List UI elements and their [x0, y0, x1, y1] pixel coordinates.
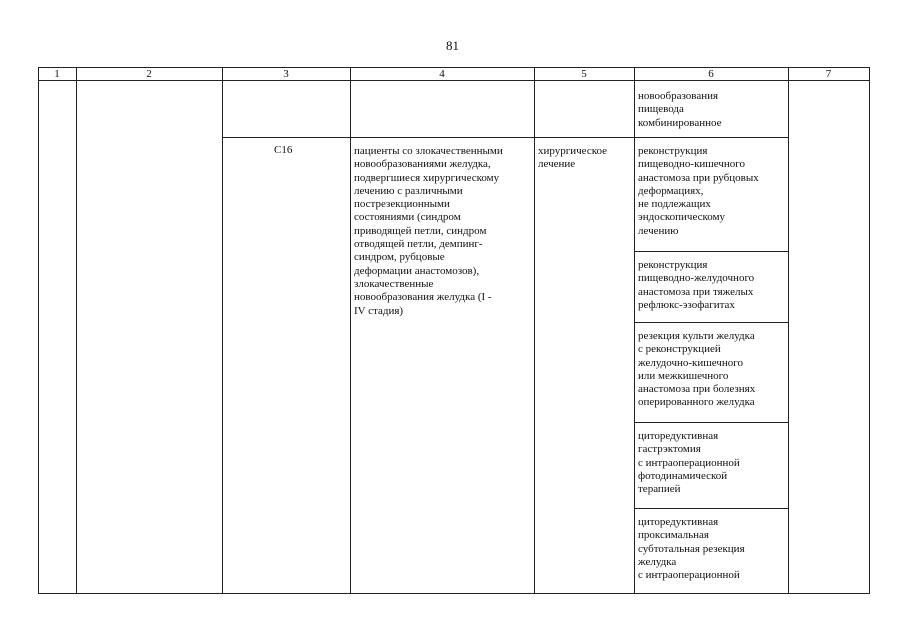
text-line: деформации анастомозов), — [354, 264, 480, 277]
text-line: лечению с различными — [354, 184, 463, 197]
text-line: злокачественные — [354, 277, 434, 290]
text-line: анастомоза при тяжелых — [638, 285, 754, 298]
method-text-1 — [638, 145, 759, 238]
text-line: лечение — [538, 158, 576, 171]
column-divider-4 — [534, 67, 535, 594]
text-line: новообразования желудка (I - — [354, 291, 492, 304]
method-text-5 — [638, 516, 745, 582]
text-line: деформациях, — [638, 184, 704, 197]
method-separator-4 — [634, 508, 788, 509]
text-line: не подлежащих — [638, 198, 711, 211]
column-header-3: 3 — [283, 68, 289, 80]
text-line: новообразования — [638, 90, 719, 102]
text-line: состояниями (синдром — [354, 211, 461, 224]
method-separator-1 — [634, 251, 788, 252]
text-line: циторедуктивная — [638, 516, 719, 528]
method-separator-2 — [634, 322, 788, 323]
method-text-4 — [638, 430, 740, 496]
text-line: циторедуктивная — [638, 430, 719, 442]
text-line: с реконструкцией — [638, 343, 721, 356]
page-number: 81 — [446, 38, 459, 53]
column-header-2: 2 — [146, 68, 152, 80]
text-line: новообразованиями желудка, — [354, 158, 491, 171]
text-line: реконструкция — [638, 145, 708, 157]
table-border-bottom — [38, 593, 870, 594]
text-line: пищеводно-кишечного — [638, 158, 746, 171]
method-text-2 — [638, 259, 754, 312]
text-line: желудка — [638, 555, 677, 568]
text-line: или межкишечного — [638, 369, 729, 382]
text-line: подвергшиеся хирургическому — [354, 171, 500, 184]
text-line: желудочно-кишечного — [638, 356, 743, 369]
row-separator-c16 — [222, 137, 788, 138]
column-divider-2 — [222, 67, 223, 594]
patient-model-text — [354, 145, 503, 318]
treatment-type-text — [538, 145, 607, 172]
text-line: с интраоперационной — [638, 456, 740, 469]
column-header-1: 1 — [54, 68, 60, 80]
text-line: реконструкция — [638, 259, 708, 271]
column-divider-3 — [350, 67, 351, 594]
text-line: IV стадия) — [354, 304, 404, 317]
carryover-method-text — [638, 90, 722, 130]
text-line: с интраоперационной — [638, 569, 740, 582]
column-header-5: 5 — [581, 68, 587, 80]
text-line: проксимальная — [638, 529, 709, 542]
text-line: субтотальная резекция — [638, 542, 745, 555]
text-line: синдром, рубцовые — [354, 251, 445, 264]
column-divider-1 — [76, 67, 77, 594]
method-text-3 — [638, 330, 755, 410]
text-line: анастомоза при рубцовых — [638, 171, 759, 184]
icd-code: С16 — [274, 144, 293, 156]
text-line: пищевода — [638, 103, 684, 116]
text-line: терапией — [638, 483, 681, 496]
table-border-left — [38, 67, 39, 594]
text-line: комбинированное — [638, 116, 722, 129]
method-separator-3 — [634, 422, 788, 423]
text-line: рефлюкс-эзофагитах — [638, 298, 735, 311]
text-line: оперированного желудка — [638, 396, 755, 409]
text-line: отводящей петли, демпинг- — [354, 238, 483, 251]
column-header-7: 7 — [825, 68, 832, 80]
text-line: пищеводно-желудочного — [638, 272, 755, 285]
column-divider-5 — [634, 67, 635, 594]
table-border-right — [869, 67, 870, 594]
column-header-6: 6 — [708, 68, 714, 80]
text-line: лечению — [638, 224, 679, 237]
text-line: приводящей петли, синдром — [354, 224, 487, 237]
text-line: эндоскопическому — [638, 211, 726, 224]
text-line: фотодинамической — [638, 469, 728, 482]
column-header-4: 4 — [439, 68, 445, 80]
column-divider-6 — [788, 67, 789, 594]
text-line: резекция культи желудка — [638, 330, 755, 342]
text-line: хирургическое — [538, 145, 608, 157]
text-line: анастомоза при болезнях — [638, 383, 756, 396]
text-line: пострезекционными — [354, 198, 450, 211]
text-line: пациенты со злокачественными — [354, 145, 503, 157]
text-line: гастрэктомия — [638, 443, 701, 456]
header-separator — [38, 80, 870, 81]
